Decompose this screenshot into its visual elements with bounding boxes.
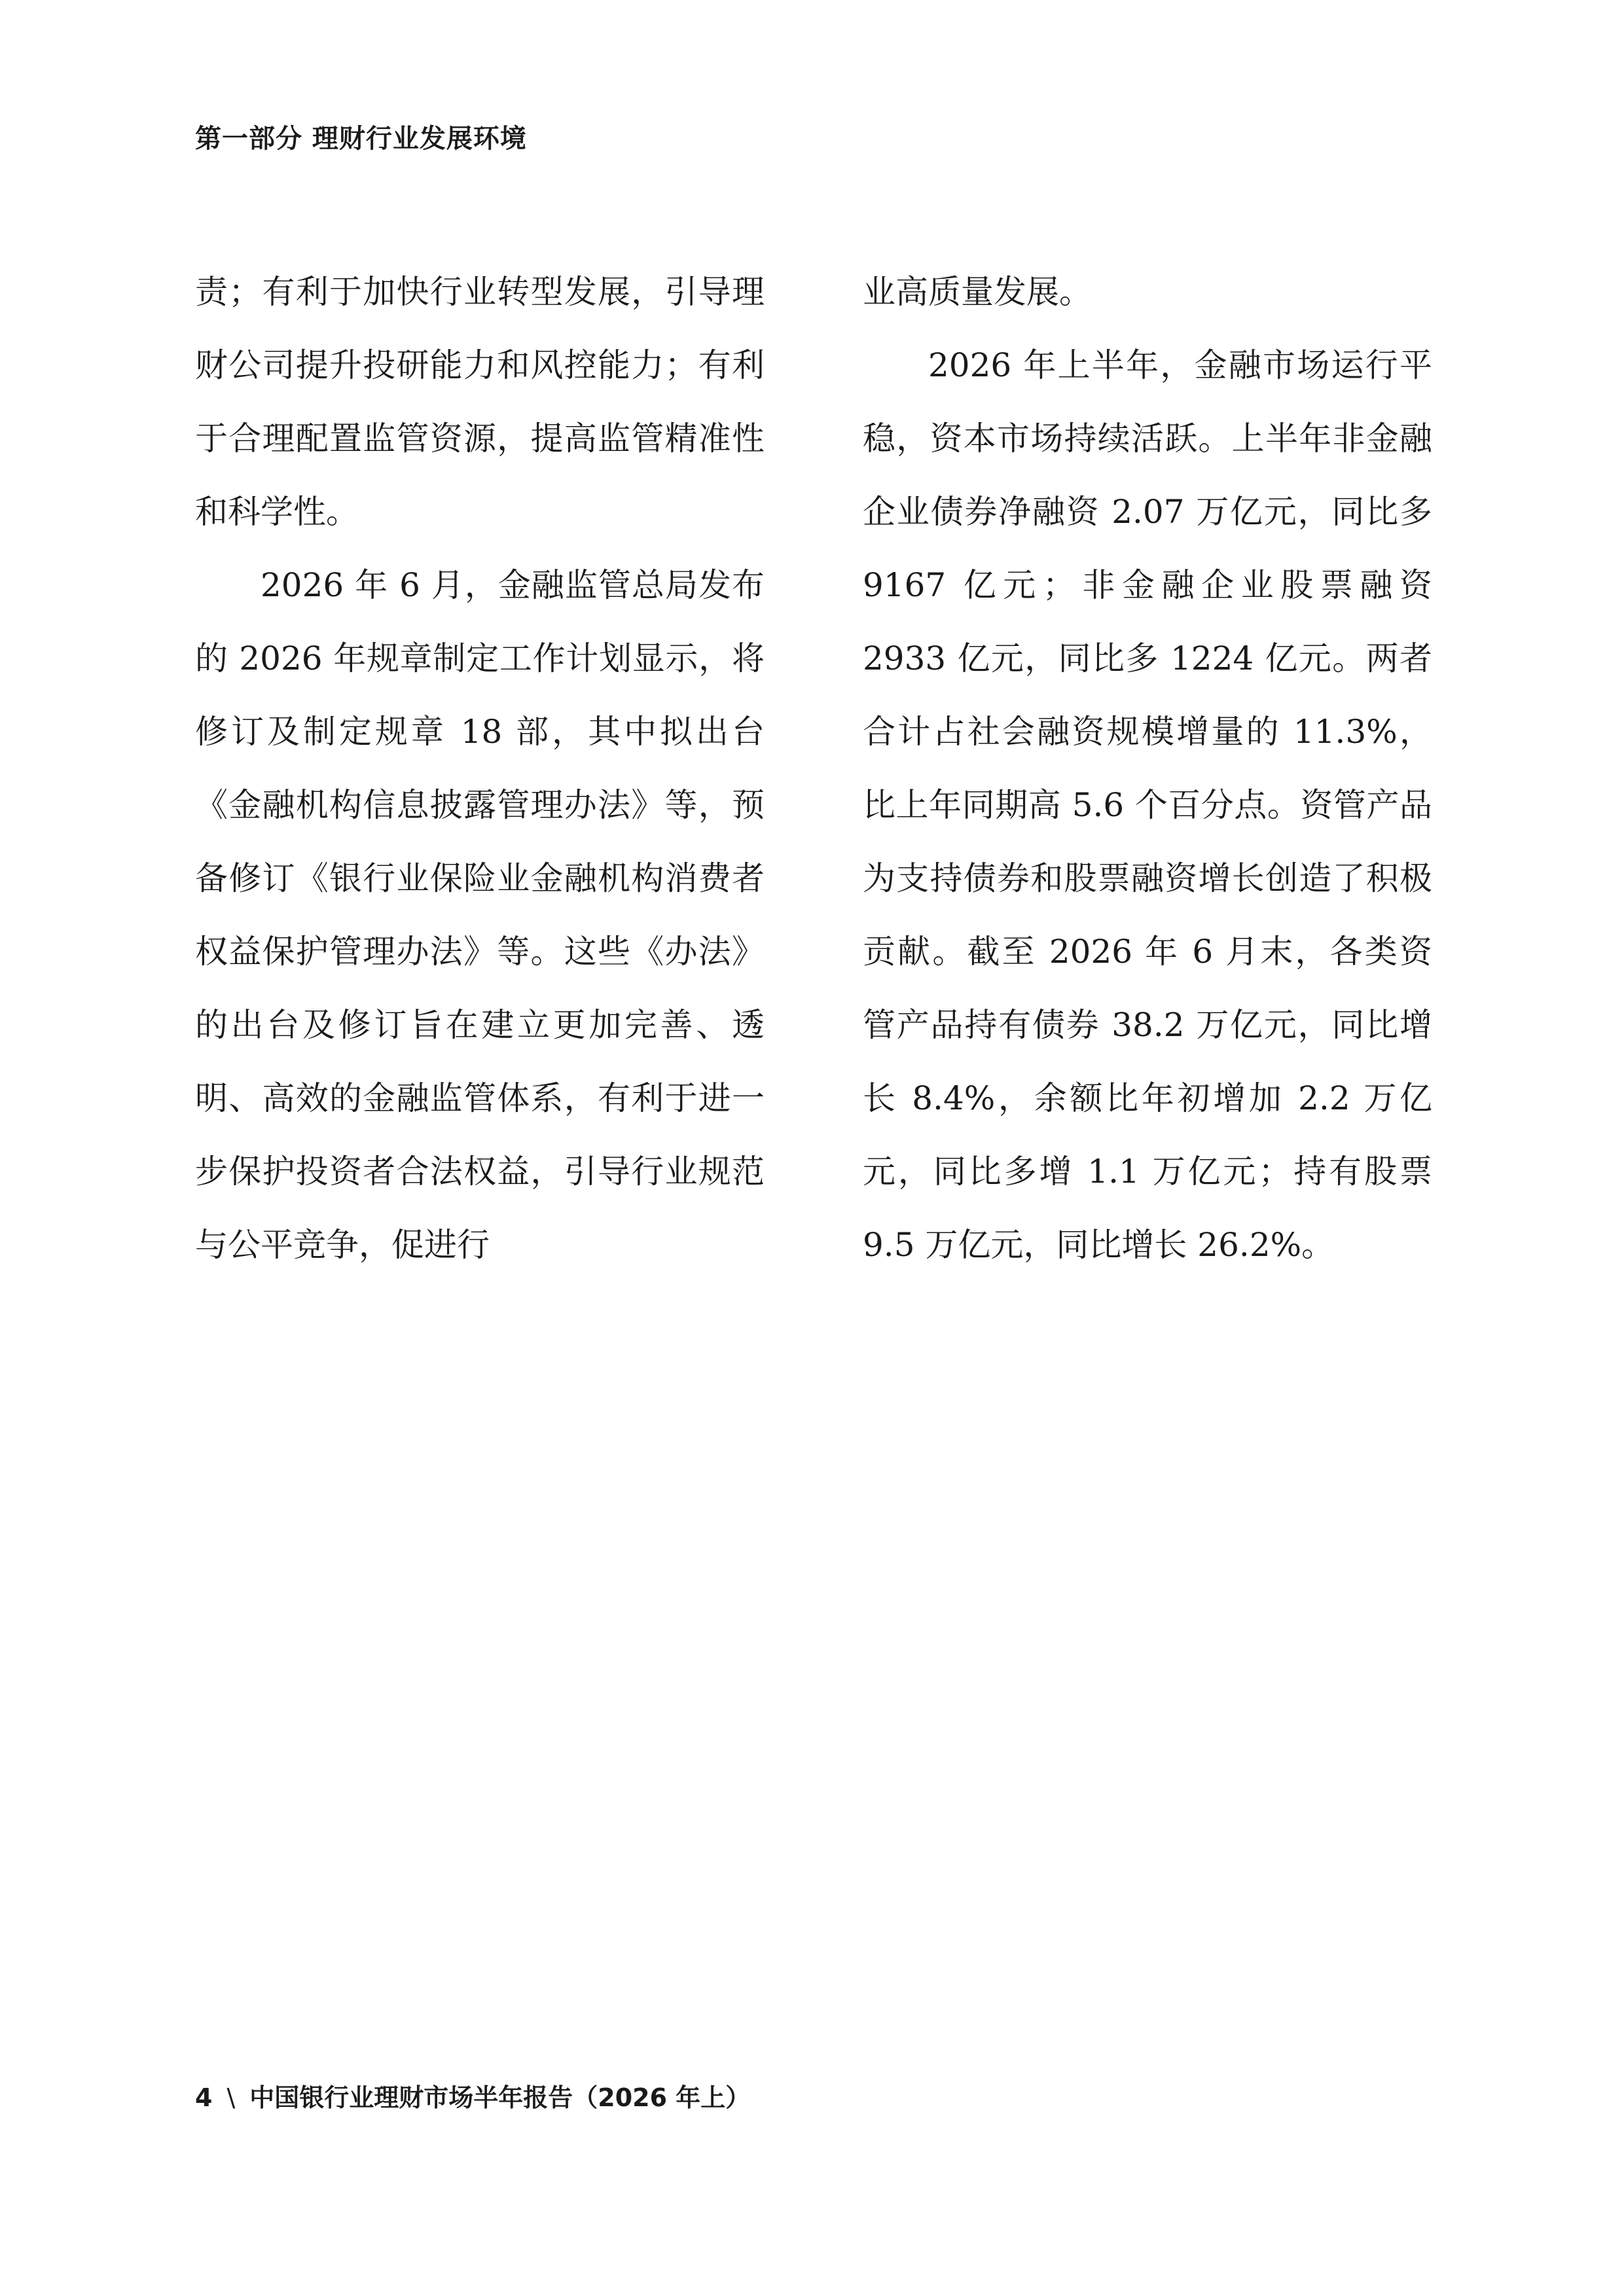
- running-header: [195, 122, 527, 156]
- running-footer: [195, 2081, 750, 2114]
- report-title: 中国银行业理财市场半年报告（2026 年上）: [249, 2083, 751, 2112]
- paragraph-continued: 责；有利于加快行业转型发展，引导理财公司提升投研能力和风控能力；有利于合理配置监管资源，提高监管精准性和科学性。: [195, 273, 765, 531]
- paragraph: 2026 年上半年，金融市场运行平稳，资本市场持续活跃。上半年非金融企业债券净融资 2.07 万亿元，同比多 9167 亿元；非金融企业股票融资 2933 亿元，同比多 1224 亿元。两者合计占社会融资规模增量的 11.3%，比上年同期高 5.6 个百分点。资管产品为支持债券和股票融资增长创造了积极贡献。截至 2026 年 6 月末，各类资管产品持有债券 38.2 万亿元，同比增长 8.4%，余额比年初增加 2.2 万亿元，同比多增 1.1 万亿元；持有股票 9.5 万亿元，同比增长 26.2%。: [863, 346, 1432, 1264]
- left-column: [195, 255, 765, 1282]
- footer-separator: \: [226, 2083, 236, 2112]
- page-number: 4: [195, 2083, 213, 2112]
- right-column: [863, 255, 1432, 1282]
- section-title: 第一部分 理财行业发展环境: [195, 124, 527, 154]
- paragraph-continued: 业高质量发展。: [863, 273, 1092, 311]
- paragraph: 2026 年 6 月，金融监管总局发布的 2026 年规章制定工作计划显示，将修订及制定规章 18 部，其中拟出台《金融机构信息披露管理办法》等，预备修订《银行业保险业金融机构消费者权益保护管理办法》等。这些《办法》的出台及修订旨在建立更加完善、透明、高效的金融监管体系，有利于进一步保护投资者合法权益，引导行业规范与公平竞争，促进行: [195, 566, 765, 1264]
